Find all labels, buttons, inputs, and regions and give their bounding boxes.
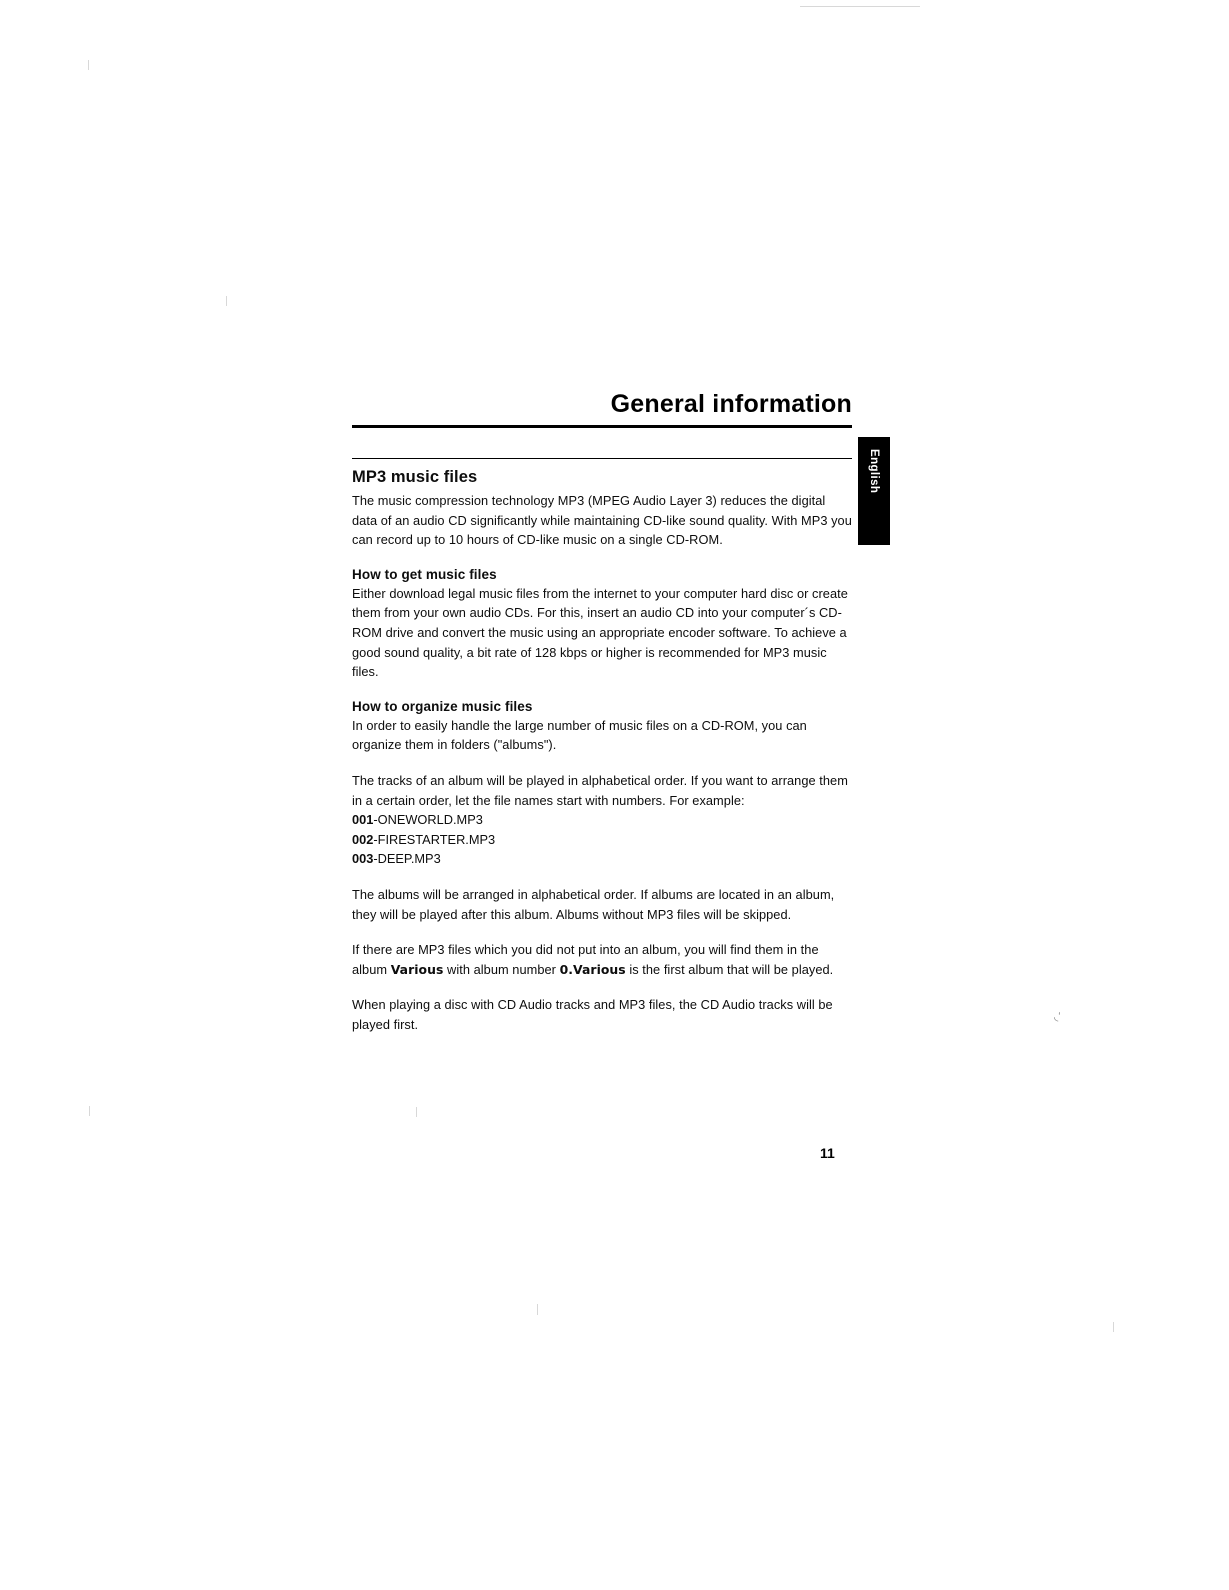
scan-artifact-bottom-3	[537, 1304, 538, 1315]
file-example-1	[352, 810, 852, 830]
language-tab-label: English	[868, 449, 880, 494]
file-example-1-name: -ONEWORLD.MP3	[373, 812, 483, 828]
language-tab	[858, 437, 890, 545]
various-note-middle: with album number	[443, 961, 560, 977]
file-example-2	[352, 830, 852, 850]
chapter-title: General information	[610, 390, 852, 418]
scan-stray-mark: ◟ʻ	[1054, 1011, 1061, 1023]
paragraph-track-order: The tracks of an album will be played in alphabetical order. If you want to arrange them in a certain order, let the file names start with numbers. For example:	[352, 772, 848, 808]
scan-artifact-bottom-2	[416, 1107, 417, 1117]
paragraph-various-album	[352, 940, 852, 979]
page-content	[352, 390, 852, 1034]
section-heading-mp3-music-files: MP3 music files	[352, 468, 478, 486]
various-note-prefix: If there are MP3 files which you did not put into an album, you will find them in the album	[352, 942, 819, 977]
file-example-3-name: -DEEP.MP3	[373, 851, 441, 867]
file-name-examples	[352, 810, 852, 869]
chapter-rule	[352, 425, 852, 428]
subheading-how-to-organize-music-files: How to organize music files	[352, 698, 533, 714]
various-album-number: 0.	[559, 961, 574, 977]
scan-artifact-bottom-4	[1113, 1322, 1114, 1332]
section-rule	[352, 458, 852, 460]
paragraph-cd-audio-first: When playing a disc with CD Audio tracks and MP3 files, the CD Audio tracks will be played first.	[352, 997, 833, 1032]
various-album-name-2: Various	[573, 961, 626, 977]
various-note-suffix: is the first album that will be played.	[625, 961, 834, 977]
scan-artifact-left-1	[88, 60, 89, 70]
file-example-2-number: 002	[352, 831, 374, 847]
paragraph-mp3-intro: The music compression technology MP3 (MPEG Audio Layer 3) reduces the digital data of an audio CD significantly while maintaining CD-like sound quality. With MP3 you can record up to 10 hours of CD-like music on a single CD-ROM.	[352, 493, 852, 548]
paragraph-organize-intro: In order to easily handle the large number of music files on a CD-ROM, you can organize them in folders ("albums").	[352, 717, 807, 753]
paragraph-how-to-get: Either download legal music files from the internet to your computer hard disc or create them from your own audio CDs. For this, insert an audio CD into your computer´s CD-ROM drive and convert the music using an appropriate encoder software. To achieve a good sound quality, a bit rate of 128 kbps or higher is recommended for MP3 music files.	[352, 585, 848, 680]
paragraph-album-order: The albums will be arranged in alphabetical order. If albums are located in an album, they will be played after this album. Albums without MP3 files will be skipped.	[352, 886, 835, 922]
page-number: 11	[820, 1145, 835, 1161]
file-example-3	[352, 849, 852, 869]
various-album-name-1: Various	[390, 961, 444, 977]
file-example-2-name: -FIRESTARTER.MP3	[373, 831, 496, 847]
scan-artifact-top	[800, 6, 920, 7]
file-example-3-number: 003	[352, 851, 374, 867]
scan-artifact-left-2	[226, 296, 227, 306]
subheading-how-to-get-music-files: How to get music files	[352, 566, 497, 582]
file-example-1-number: 001	[352, 812, 374, 828]
scan-artifact-bottom-1	[89, 1106, 90, 1116]
